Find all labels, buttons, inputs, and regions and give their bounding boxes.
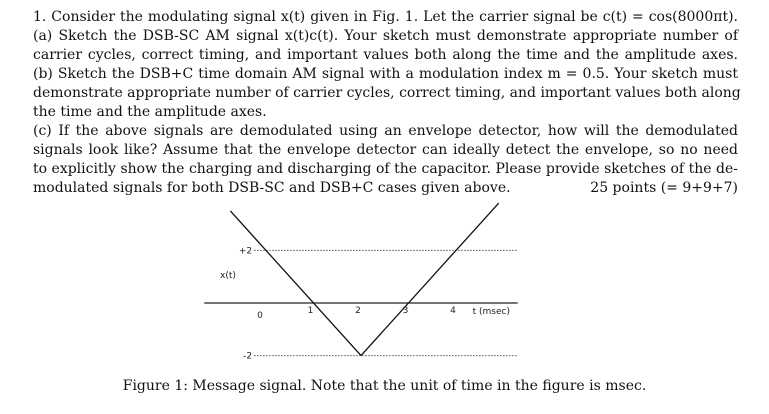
x-tick-label: 1 xyxy=(308,306,314,316)
x-axis-label: t (msec) xyxy=(473,307,510,317)
problem-line: the time and the amplitude axes. xyxy=(33,103,738,122)
x-tick-label: 3 xyxy=(403,306,409,316)
problem-line: to explicitly show the charging and discharging of the capacitor. Please provide sketches of the de- xyxy=(33,160,738,179)
label-layer xyxy=(220,246,510,361)
points-label: 25 points (= 9+9+7) xyxy=(590,179,738,198)
problem-line: (c) If the above signals are demodulated using an envelope detector, how will the demodulated xyxy=(33,122,738,141)
problem-line: demonstrate appropriate number of carrier cycles, correct timing, and important values both along xyxy=(33,84,738,103)
x-tick-label: 2 xyxy=(355,306,361,316)
figure-caption: Figure 1: Message signal. Note that the unit of time in the figure is msec. xyxy=(0,378,769,394)
problem-line: (a) Sketch the DSB-SC AM signal x(t)c(t). Your sketch must demonstrate appropriate number of xyxy=(33,27,738,46)
problem-line: 1. Consider the modulating signal x(t) given in Fig. 1. Let the carrier signal be c(t) = cos(8000πt). xyxy=(33,8,738,27)
problem-line: signals look like? Assume that the envelope detector can ideally detect the envelope, so no need xyxy=(33,141,738,160)
x-tick-label: 0 xyxy=(257,311,263,321)
y-tick-label: +2 xyxy=(239,246,252,256)
signal-segment xyxy=(230,211,266,250)
problem-line-text: modulated signals for both DSB-SC and DSB+C cases given above. xyxy=(33,180,511,196)
x-tick-label: 4 xyxy=(450,306,456,316)
problem-line: (b) Sketch the DSB+C time domain AM signal with a modulation index m = 0.5. Your sketch must xyxy=(33,65,738,84)
y-axis-label: x(t) xyxy=(220,271,236,281)
problem-line: carrier cycles, correct timing, and important values both along the time and the amplitude axes. xyxy=(33,46,738,65)
y-tick-label: -2 xyxy=(243,352,252,362)
signal-segment xyxy=(456,203,499,250)
signal-layer xyxy=(230,203,498,356)
